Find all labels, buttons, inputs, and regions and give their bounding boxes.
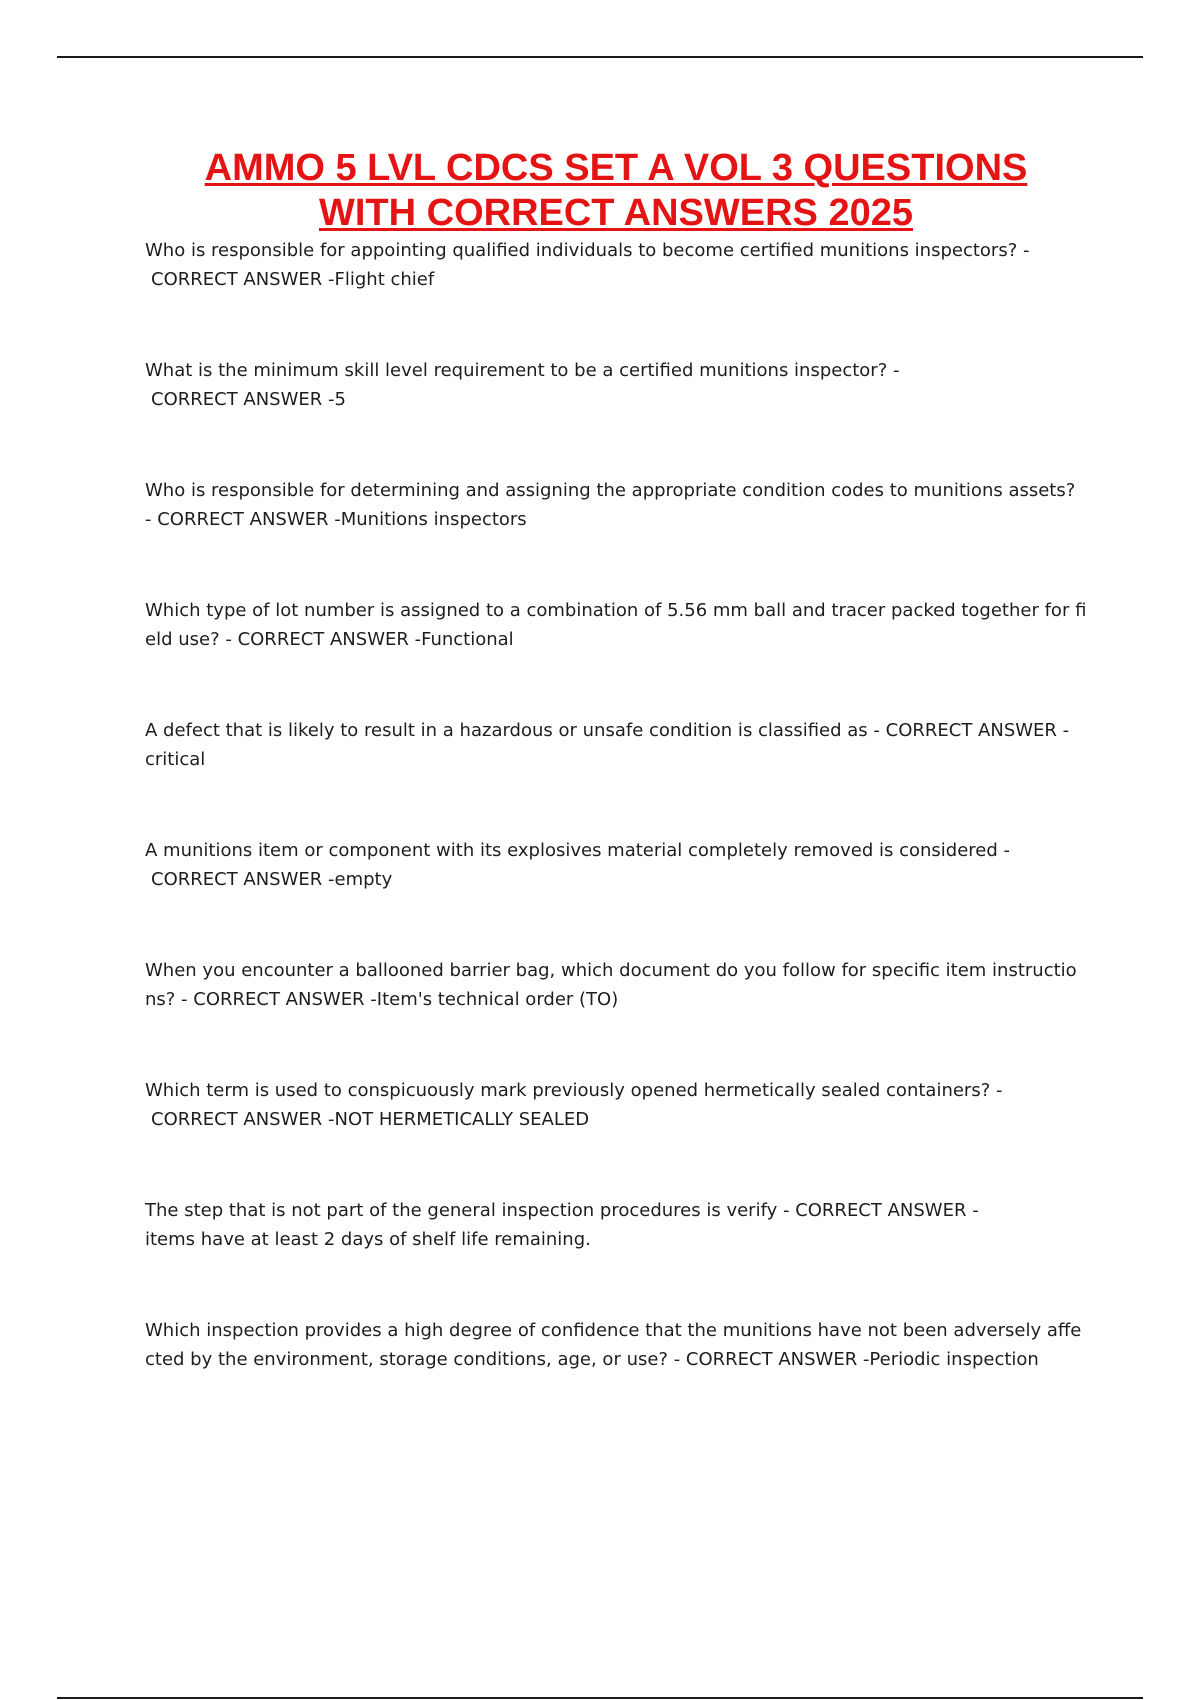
qa-item-text: What is the minimum skill level requirement to be a certified munitions inspector? - [145, 360, 900, 381]
qa-item-text: - CORRECT ANSWER -Munitions inspectors [145, 509, 527, 530]
qa-item-1 [145, 236, 1085, 294]
qa-item-7 [145, 956, 1085, 1014]
top-divider [57, 56, 1143, 58]
qa-item-text: cted by the environment, storage conditions, age, or use? - CORRECT ANSWER -Periodic inspection [145, 1349, 1039, 1370]
qa-item-text: critical [145, 749, 206, 770]
qa-item-text: A munitions item or component with its explosives material completely removed is considered - [145, 840, 1010, 861]
bottom-divider [57, 1697, 1143, 1699]
qa-item-text: CORRECT ANSWER -Flight chief [151, 269, 435, 290]
qa-item-text: items have at least 2 days of shelf life remaining. [145, 1229, 591, 1250]
qa-item-8 [145, 1076, 1085, 1134]
qa-item-text: The step that is not part of the general inspection procedures is verify - CORRECT ANSWER - [145, 1200, 979, 1221]
qa-item-text: ns? - CORRECT ANSWER -Item's technical order (TO) [145, 989, 619, 1010]
qa-item-10 [145, 1316, 1085, 1374]
qa-item-text: Which type of lot number is assigned to a combination of 5.56 mm ball and tracer packed together for fi [145, 600, 1087, 621]
qa-item-3 [145, 476, 1085, 534]
qa-item-text: Which inspection provides a high degree of confidence that the munitions have not been adversely affe [145, 1320, 1082, 1341]
qa-item-2 [145, 356, 1085, 414]
title-line-2: WITH CORRECT ANSWERS 2025 [319, 192, 913, 234]
qa-item-text: CORRECT ANSWER -5 [151, 389, 346, 410]
qa-item-4 [145, 596, 1085, 654]
qa-item-text: Which term is used to conspicuously mark previously opened hermetically sealed containers? - [145, 1080, 1003, 1101]
qa-item-text: A defect that is likely to result in a hazardous or unsafe condition is classified as - CORRECT ANSWER - [145, 720, 1070, 741]
qa-item-text: Who is responsible for appointing qualified individuals to become certified munitions inspectors? - [145, 240, 1030, 261]
qa-item-text: eld use? - CORRECT ANSWER -Functional [145, 629, 514, 650]
qa-item-text: CORRECT ANSWER -NOT HERMETICALLY SEALED [151, 1109, 590, 1130]
document-title [0, 146, 1200, 236]
qa-item-text: CORRECT ANSWER -empty [151, 869, 393, 890]
qa-item-text: Who is responsible for determining and assigning the appropriate condition codes to munitions assets? [145, 480, 1076, 501]
qa-item-5 [145, 716, 1085, 774]
qa-item-text: When you encounter a ballooned barrier bag, which document do you follow for specific item instructio [145, 960, 1077, 981]
qa-item-9 [145, 1196, 1085, 1254]
title-line-1: AMMO 5 LVL CDCS SET A VOL 3 QUESTIONS [204, 147, 1028, 189]
qa-item-6 [145, 836, 1085, 894]
